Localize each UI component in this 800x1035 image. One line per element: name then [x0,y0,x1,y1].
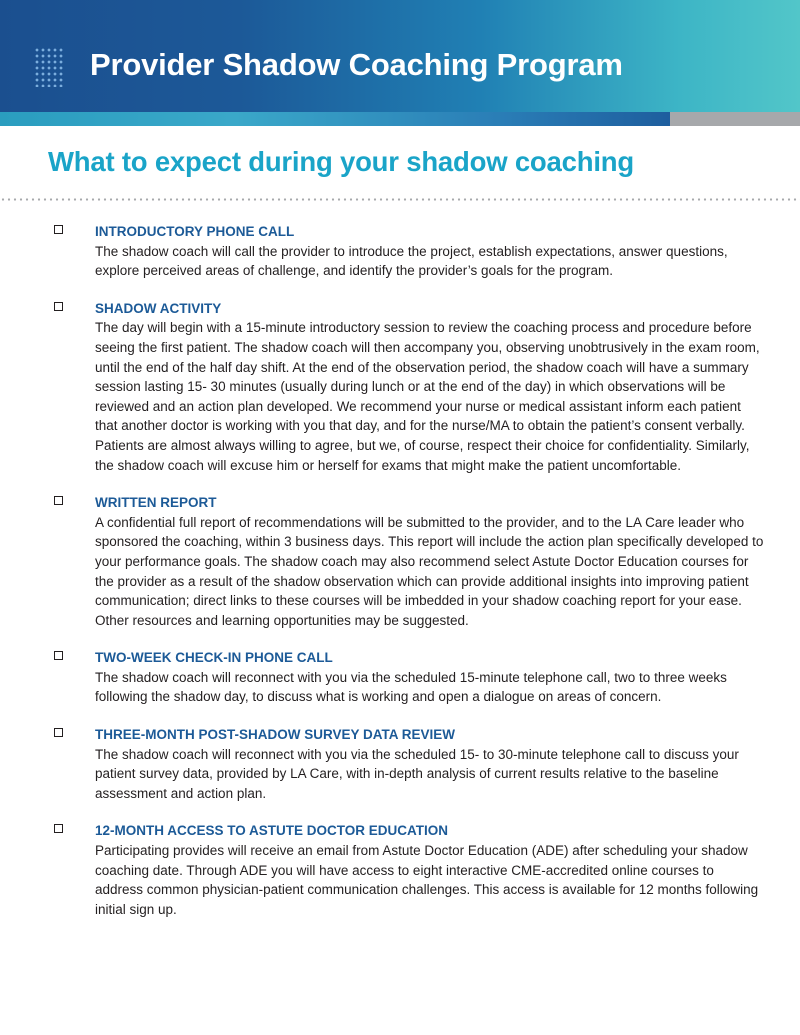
checkbox-icon [54,225,63,234]
checklist-item-title: TWO-WEEK CHECK-IN PHONE CALL [95,650,333,666]
checklist-item-body: The shadow coach will call the provider to introduce the project, establish expectations, answer questions, explore perceived areas of challenge, and identify the provider’s goals for the program. [95,243,728,279]
header-banner [0,0,800,112]
checklist-item-body: The shadow coach will reconnect with you via the scheduled 15- to 30-minute telephone call to discuss your patient survey data, provided by LA Care, with in-depth analysis of current results relative to the baseline assessment and action plan. [95,746,739,801]
checklist-item-title: INTRODUCTORY PHONE CALL [95,224,295,239]
checklist-item-three-month-review [0,725,800,803]
checklist-item-shadow-activity [0,299,800,475]
checkbox-icon [54,496,63,505]
dot-grid-icon [34,47,64,87]
checkbox-icon [54,728,63,737]
checklist-item-ade-access [0,821,800,919]
checklist-item-body: A confidential full report of recommendations will be submitted to the provider, and to the LA Care leader who sponsored the coaching, within 3 business days. This report will include the action plan specifically developed to your performance goals. The shadow coach may also recommend select Astute Doctor Education courses for the provider as a result of the shadow observation which can provide additional insights into improving patient communication; direct links to these courses will be imbedded in your shadow coaching report for your ease. Other resources and learning opportunities may be suggested. [95,514,764,628]
checklist-item-body: Participating provides will receive an email from Astute Doctor Education (ADE) after scheduling your shadow coaching date. Through ADE you will have access to eight interactive CME-accredited online courses to address common physician-patient communication challenges. This access is available for 12 months following initial sign up. [95,843,759,917]
checklist-item-title: WRITTEN REPORT [95,495,217,511]
checkbox-icon [54,651,63,660]
checklist-item-body: The day will begin with a 15-minute introductory session to review the coaching process and procedure before seeing the first patient. The shadow coach will then accompany you, observing unobtrusively in the exam room, until the end of the half day shift. At the end of the observation period, the shadow coach will have a summary session lasting 15- 30 minutes (usually during lunch or at the end of the day) in which observations will be reviewed and an action plan developed. We recommend your nurse or medical assistant inform each patient that another doctor is working with you that day, and for the nurse/MA to obtain the patient’s consent verbally. Patients are almost always willing to agree, but we, of course, respect their choice for confidentiality. Similarly, the shadow coach will excuse him or herself for exams that might make the patient uncomfortable. [95,320,760,473]
checklist-item-title: SHADOW ACTIVITY [95,300,222,316]
checklist [0,222,800,937]
accent-band [0,112,670,126]
checkbox-icon [54,824,63,833]
checkbox-icon [54,302,63,311]
dotted-divider [0,198,800,201]
checklist-item-body: The shadow coach will reconnect with you via the scheduled 15-minute telephone call, two to three weeks following the shadow day, to discuss what is working and open a dialogue on areas of concern. [95,669,727,705]
checklist-item-two-week-call [0,648,800,707]
checklist-item-written-report [0,493,800,630]
page-subtitle: What to expect during your shadow coaching [48,146,634,177]
accent-band-gray [670,112,800,126]
page-title: Provider Shadow Coaching Program [90,47,623,82]
checklist-item-title: 12-MONTH ACCESS TO ASTUTE DOCTOR EDUCATION [95,823,449,839]
checklist-item-title: THREE-MONTH POST-SHADOW SURVEY DATA REVIEW [95,727,456,743]
checklist-item-introductory-call [0,222,800,281]
